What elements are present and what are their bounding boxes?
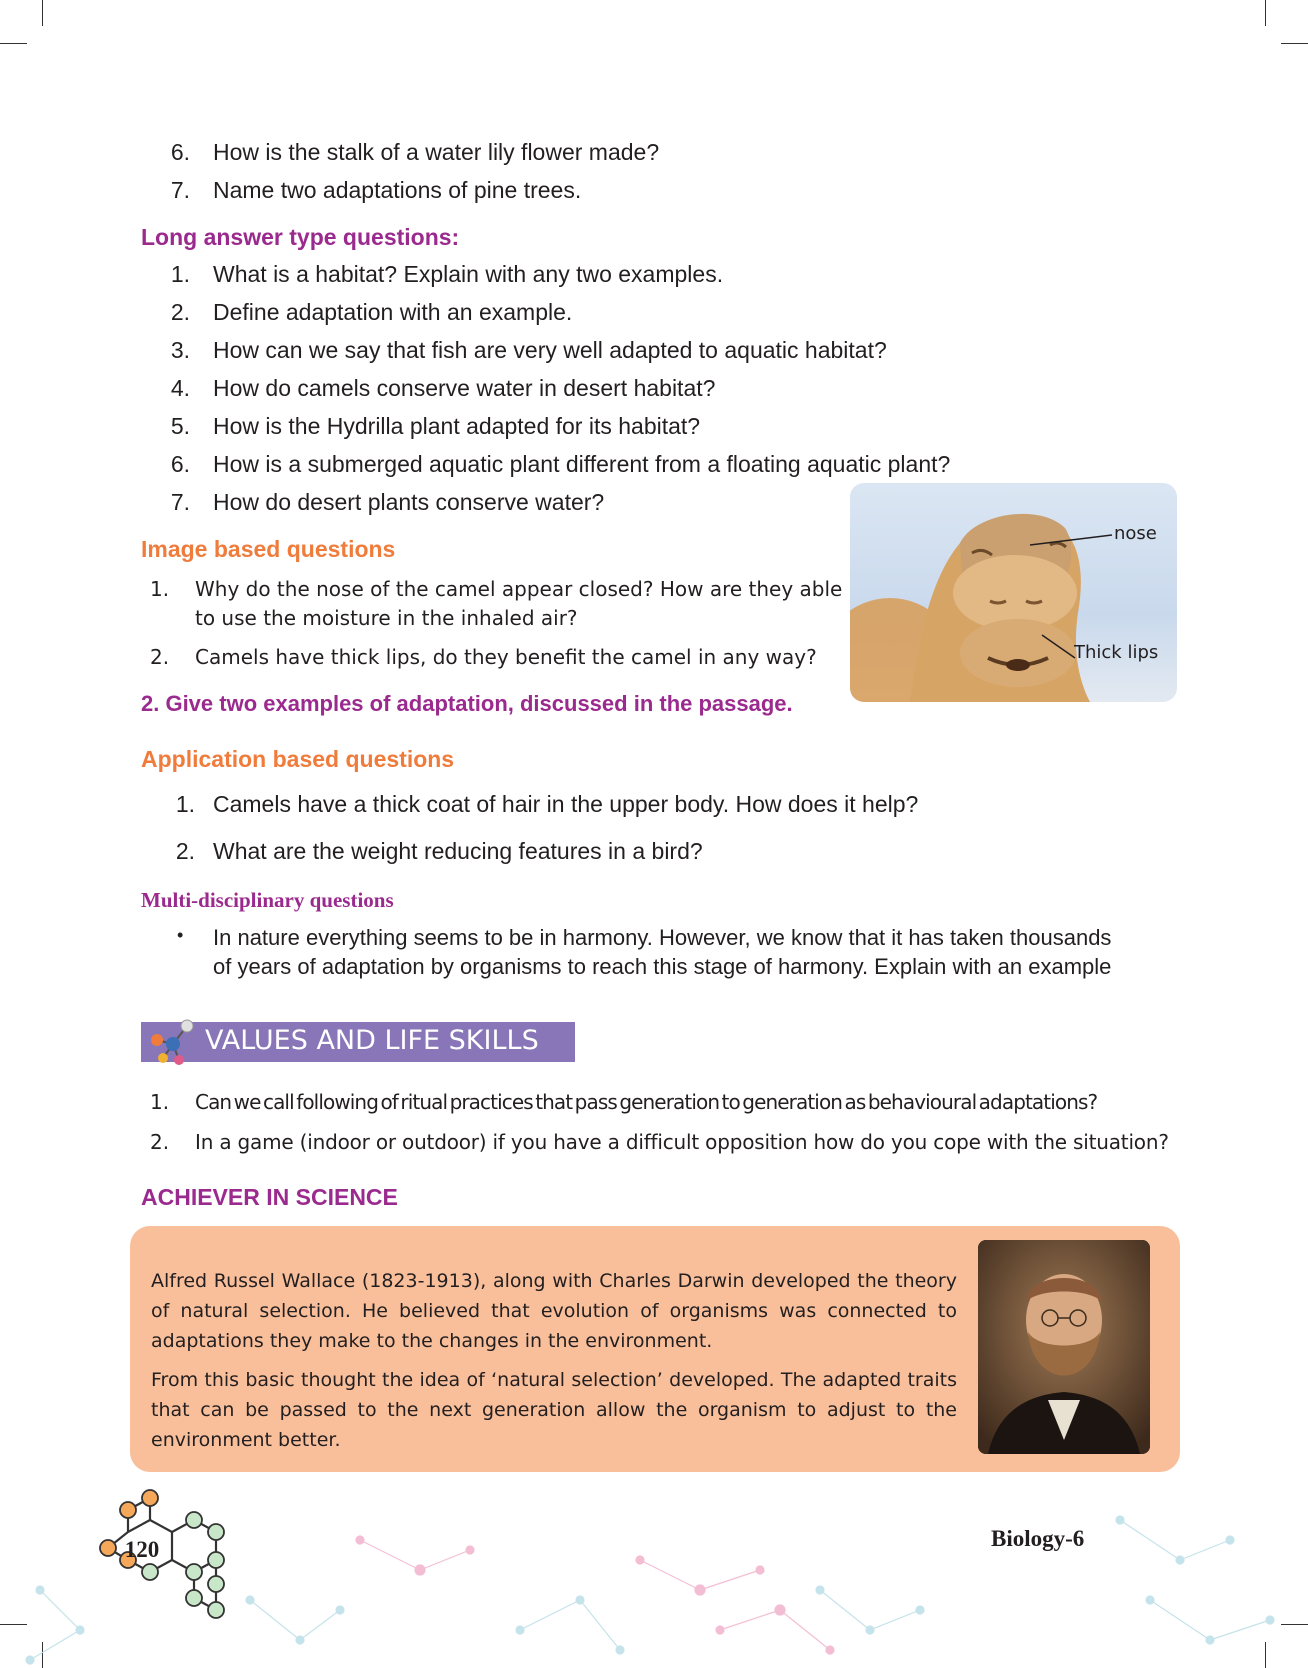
crop-mark [1281,43,1308,44]
item-number: 1. [150,577,170,601]
item-text: Name two adaptations of pine trees. [213,177,582,203]
item-text: How do desert plants conserve water? [213,489,605,515]
multi-question-line: In nature everything seems to be in harmony. However, we know that it has taken thousands [213,925,1112,950]
portrait-illustration [978,1240,1150,1454]
item-number: 2. [150,645,170,669]
application-heading: Application based questions [141,746,455,772]
item-number: 1. [150,1090,170,1114]
item-text: Camels have thick lips, do they benefit the camel in any way? [195,645,817,669]
crop-mark [0,43,27,44]
long-answer-heading: Long answer type questions: [141,224,460,250]
bullet: • [177,925,184,945]
achiever-heading: ACHIEVER IN SCIENCE [141,1184,398,1210]
passage-question: 2. Give two examples of adaptation, discussed in the passage. [141,691,793,716]
item-text: In a game (indoor or outdoor) if you have a difficult opposition how do you cope with the situation? [195,1130,1169,1154]
camel-figure [850,483,1177,702]
crop-mark [1265,0,1266,26]
item-text: to use the moisture in the inhaled air? [195,606,578,630]
item-number: 7. [170,177,190,203]
item-number: 7. [170,489,190,515]
item-number: 4. [170,375,190,401]
item-text: What is a habitat? Explain with any two examples. [213,261,724,287]
values-banner-title: VALUES AND LIFE SKILLS [205,1025,539,1056]
item-text: Camels have a thick coat of hair in the upper body. How does it help? [213,791,919,817]
item-number: 6. [170,451,190,477]
item-text: How do camels conserve water in desert habitat? [213,375,716,401]
item-number: 5. [170,413,190,439]
achiever-box [130,1226,1180,1472]
item-text: Define adaptation with an example. [213,299,573,325]
values-banner [141,1022,575,1062]
multi-disciplinary-heading: Multi-disciplinary questions [141,888,394,912]
item-text: Why do the nose of the camel appear closed? How are they able [195,577,843,601]
footer-molecule-pattern [0,1480,1308,1668]
item-number: 3. [170,337,190,363]
item-text: How is the Hydrilla plant adapted for its habitat? [213,413,701,439]
achiever-paragraph: Alfred Russel Wallace (1823-1913), along with Charles Darwin developed the theory of natural selection. He believed that evolution of organisms was connected to adaptations they make to the changes in the environment. [151,1270,957,1352]
item-text: How can we say that fish are very well adapted to aquatic habitat? [213,337,887,363]
item-number: 1. [170,261,190,287]
item-number: 2. [170,299,190,325]
item-text: What are the weight reducing features in a bird? [213,838,703,864]
image-based-heading: Image based questions [141,536,396,562]
page-number: 120 [124,1537,160,1562]
crop-mark [42,0,43,26]
book-title: Biology-6 [991,1526,1085,1551]
item-text: Can we call following of ritual practices that pass generation to generation as behavioural adaptations? [195,1090,1098,1114]
nose-label: nose [1114,523,1157,544]
molecule-icon [143,1010,203,1066]
camel-illustration [850,483,1177,702]
item-number: 2. [175,838,195,864]
thick-lips-label: Thick lips [1074,642,1159,663]
item-text: How is the stalk of a water lily flower made? [213,139,660,165]
multi-question-line: of years of adaptation by organisms to reach this stage of harmony. Explain with an example [213,954,1112,979]
wallace-portrait [978,1240,1150,1454]
item-number: 2. [150,1130,170,1154]
item-number: 6. [170,139,190,165]
item-number: 1. [175,791,195,817]
item-text: How is a submerged aquatic plant different from a floating aquatic plant? [213,451,951,477]
achiever-paragraph: From this basic thought the idea of ‘natural selection’ developed. The adapted traits that can be passed to the next generation allow the organism to adjust to the environment better. [151,1369,957,1451]
